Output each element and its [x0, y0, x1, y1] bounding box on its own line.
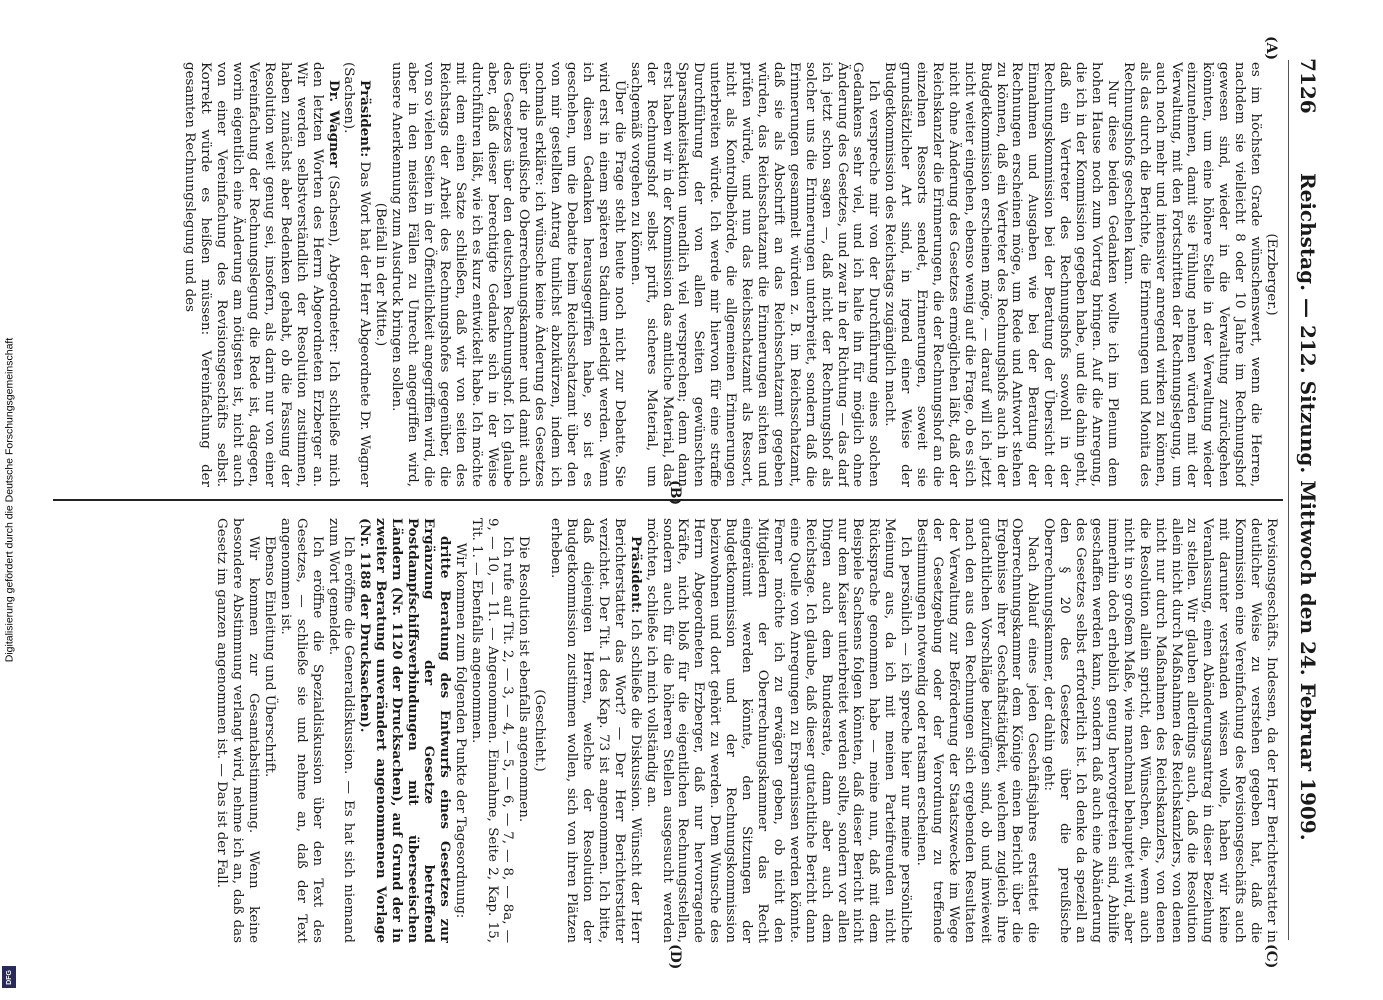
header-rule [1288, 60, 1289, 940]
speaker-name: Präsident: [357, 80, 374, 158]
paragraph: Revisionsgeschäfts. Indessen, da der Herr Berichterstatter in deutlicher Weise zu verstehen gegeben hat, daß die Kommission eine Vereinfachung des Revisionsgeschäfts auch mit darunter verstanden wissen wolle, haben wir keine Veranlassung, einen Abänderungsantrag in dieser Beziehung zu stellen. Wir glauben allerdings auch, daß die Resolution allein nicht durch Maßnahmen des Reichskanzlers, von denen nicht nur durch Maßnahmen des Reichskanzlers, von denen die Resolution allein spricht, den Wünschen, die, wenn auch nicht in so großem Maße, wie manchmal behauptet wird, aber immerhin doch erheblich genug hervorgetreten sind, Abhilfe geschaffen werden kann, sondern daß auch eine Abänderung des Gesetzes selbst erforderlich ist. Ich denke da speziell an den § 20 des Gesetzes über die preußische Oberrechnungskammer, der dahin geht: [1041, 518, 1279, 943]
page-header [1291, 58, 1325, 940]
speech-text: (Sachsen), Abgeordneter: Ich schließe mich den letzten Worten des Herrn Abgeordneten Erzberger an. Wir werden selbstverständlich der Resolution zustimmen, haben zunächst aber Bedenken gehabt, ob die Fassung der Resolution weit genug sei, insofern, als darin nur von einer Vereinfachung der Rechnungslegung die Rede ist, dagegen, worin eigentlich eine Änderung am nötigsten ist, nicht auch von einer Vereinfachung des Revisionsgeschäfts selbst. Korrekt würde es heißen müssen: Vereinfachung der gesamten Rechnungslegung und des [182, 62, 341, 487]
paragraph: Nach Ablauf eines jeden Geschäftsjahres erstattet die Oberrechnungskammer dem Könige einen Bericht über die Ergebnisse ihrer Geschäftstätigkeit, welchem zugleich ihre gutachtlichen Vorschläge beizufügen sind, ob und inwieweit nach den aus den Rechnungen sich ergebenden Resultaten der Verwaltung zur Beförderung der Staatszwecke im Wege der Gesetzgebung oder der Verordnung zu treffende Bestimmungen notwendig oder ratsam erscheinen. [914, 518, 1041, 943]
left-column [79, 62, 1279, 487]
paragraph: Ich persönlich — ich spreche hier nur meine persönliche Meinung aus, da ich mit meinen Parteifreunden nicht Rücksprache genommen habe — meine nun, daß mit dem Beispiele Sachsens folgen könnten, daß dieser Bericht nicht nur dem Kaiser unterbreitet werden sollte, sondern vor allen Dingen auch dem Bundesrate, dann aber auch dem Reichstage. Ich glaube, daß dieser gutachtliche Bericht dann eine Quelle von Anregungen zu Ersparnissen werden könnte. Ferner möchte ich zu erwägen geben, ob nicht den Mitgliedern der Oberrechnungskammer das Recht eingeräumt werden könnte, den Sitzungen der Budgetkommission und der Rechnungskommission beizuwohnen und dort gehört zu werden. Dem Wunsche des Herrn Abgeordneten Erzberger, daß nur hervorragende Kräfte, nicht bloß für die eigentlichen Rechnungsstellen, sondern auch für die höheren Stellen ausgesucht werden möchten, schließe ich mich vollständig an. [643, 518, 914, 943]
margin-marker-c: (C) [1263, 944, 1279, 969]
paragraph: Wir kommen zum folgenden Punkte der Tagesordnung: [452, 542, 468, 919]
dfg-logo: DFG [2, 966, 16, 988]
margin-marker-b: (B) [667, 480, 683, 506]
right-column [79, 518, 1279, 943]
paragraph: (Geschieht.) [532, 689, 548, 772]
paragraph: Ich verspreche mir von der Durchführung eines solchen Gedankens sehr viel, und ich halte ihn für möglich ohne Änderung des Gesetzes, und zwar in der Richtung — das darf ich jetzt schon sagen —, daß nicht der Rechnungshof als solcher uns die Erinnerungen unterbreitet, sondern daß die Erinnerungen gesammelt würden z. B. im Reichsschatzamt, daß sie als Abschrift an das Reichsschatzamt gegeben würden, das Reichsschatzamt die Erinnerungen sichten und prüfen würde, und nun das Reichsschatzamt als Ressort, nicht als Kontrollbehörde, die allgemeinen Erinnerungen unterbreiten würde. Ich werde mir hiervon für eine straffe Durchführung der von allen Seiten gewünschten Sparsamkeitsaktion unendlich viel versprechen; denn dann erst haben wir in der Kommission das amtliche Material, das der Rechnungshof selbst prüft, sicheres Material, um sachgemäß vorgehen zu können. [627, 62, 882, 487]
paragraph: Die Resolution ist ebenfalls angenommen. [516, 536, 532, 823]
paragraph: (Beifall in der Mitte.) [373, 202, 389, 347]
margin-marker-a: (A) [1263, 36, 1279, 61]
page-title: Reichstag. — 212. Sitzung. Mittwoch den 24. Februar 1909. [1296, 172, 1320, 841]
speech-text: Das Wort hat der Herr Abgeordnete Dr. Wagner (Sachsen). [341, 62, 373, 487]
paragraph: Wir kommen zur Gesamtabstimmung. Wenn keine besondere Abstimmung verlangt wird, nehme ich an, daß das Gesetz im ganzen angenommen ist. — Das ist der Fall. [214, 518, 261, 943]
paragraph: (Erzberger.) [1264, 233, 1279, 316]
speaker-name: Präsident: [627, 536, 644, 614]
paragraph: Ich eröffne die Spezialdiskussion über den Text des Gesetzes, — schließe sie und nehme an, daß der Text angenommen ist. [277, 518, 325, 943]
page-number: 7126 [1296, 58, 1320, 114]
digitization-note: Digitalisierung gefördert durch die Deutsche Forschungsgemeinschaft [3, 337, 16, 663]
paragraph: dritte Beratung des Entwurfs eines Gesetzes zur Ergänzung der Gesetze betreffend Postdampfschiffsverbindungen mit überseeischen Ländern (Nr. 1120 der Drucksachen), auf Grund der in zweiter Beratung unverändert angenommenen Vorlage (Nr. 1188 der Drucksachen). [357, 518, 453, 943]
margin-marker-d: (D) [667, 944, 683, 970]
paragraph: Ich rufe auf Tit. 2, — 3, — 4, — 5, — 6, — 7, — 8, — 8a, — 9, — 10, — 11. — Angenommen. Einnahme, Seite 2, Kap. 15, Tit. 1. — Ebenfalls angenommen. [468, 518, 516, 943]
paragraph: Über die Frage steht heute noch nicht zur Debatte. Sie wird erst in einem späteren Stadium erledigt werden. Wenn ich diesen Gedanken herausgegriffen habe, so ist es geschehen, um die Debatte beim Reichsschatzamt über den von mir gestellten Antrag tunlichst abzukürzen, indem ich nochmals erkläre: ich wünsche keine Änderung des Gesetzes über die preußische Oberrechnungskammer und damit auch des Gesetzes über den deutschen Rechnungshof. Ich glaube aber, daß dieser berechtigte Gedanke sich in der Weise durchführen läßt, wie ich es kurz entwickelt habe. Ich möchte mit dem einen Satze schließen, daß wir von seiten des Reichstags der Arbeit des Rechnungshofes gegenüber, die von so vielen Seiten in der Öffentlichkeit angegriffen wird, die aber in den meisten Fällen zu Unrecht angegriffen wird, unsere Anerkennung zum Ausdruck bringen sollen. [389, 62, 627, 487]
paragraph [341, 62, 373, 487]
speaker-name: Dr. Wagner [325, 80, 342, 168]
paragraph [547, 518, 642, 943]
paragraph: Nur diese beiden Gedanken wollte ich im Plenum dem hohen Hause noch zum Vortrag bringen. Auf die Anregung, die ich in der Kommission gegeben habe, und die dahin geht, daß ein Vertreter des Rechnungshofs sowohl in der Rechnungskommission bei der Beratung der Übersicht der Einnahmen und Ausgaben wie bei der Beratung der Rechnungen erscheinen möge, um Rede und Antwort stehen zu können, daß ein Vertreter des Rechnungshofs auch in der Budgetkommission erscheinen möge, — darauf will ich jetzt nicht weiter eingehen, ebenso wenig auf die Frage, ob es sich nicht ohne Änderung des Gesetzes ermöglichen läßt, daß der Reichskanzler die Erinnerungen, die der Rechnungshof an die einzelnen Ressorts sendet, Erinnerungen, soweit sie grundsätzlicher Art sind, in irgend einer Weise der Budgetkommission des Reichstags zugänglich macht. [882, 62, 1120, 487]
paragraph: Ebenso Einleitung und Überschrift. [261, 536, 277, 778]
paragraph [181, 62, 340, 487]
paragraph: es im höchsten Grade wünschenswert, wenn die Herren, nachdem sie vielleicht 8 oder 10 Jahre im Rechnungshof gewesen sind, wieder in die Verwaltung zurückgehen könnten, um eine höhere Stelle in der Verwaltung wieder einzunehmen, damit sie Fühlung nehmen würden mit der Verwaltung, mit den Fortschritten der Rechnungslegung, um auch noch mehr und intensiver anregend wirken zu können, als das durch die Berichte, die Erinnerungen und Monita des Rechnungshofs geschehen kann. [1120, 62, 1264, 487]
paragraph: Ich eröffne die Generaldiskussion. — Es hat sich niemand zum Wort gemeldet. [325, 518, 357, 943]
speech-text: Ich schließe die Diskussion. Wünscht der Herr Berichterstatter das Wort? — Der Herr Berichterstatter verzichtet. Der Tit. 1 des Kap. 73 ist angenommen. Ich bitte, daß diejenigen Herren, welche der Resolution der Budgetkommission zustimmen wollen, sich von ihren Plätzen erheben. [548, 518, 643, 943]
